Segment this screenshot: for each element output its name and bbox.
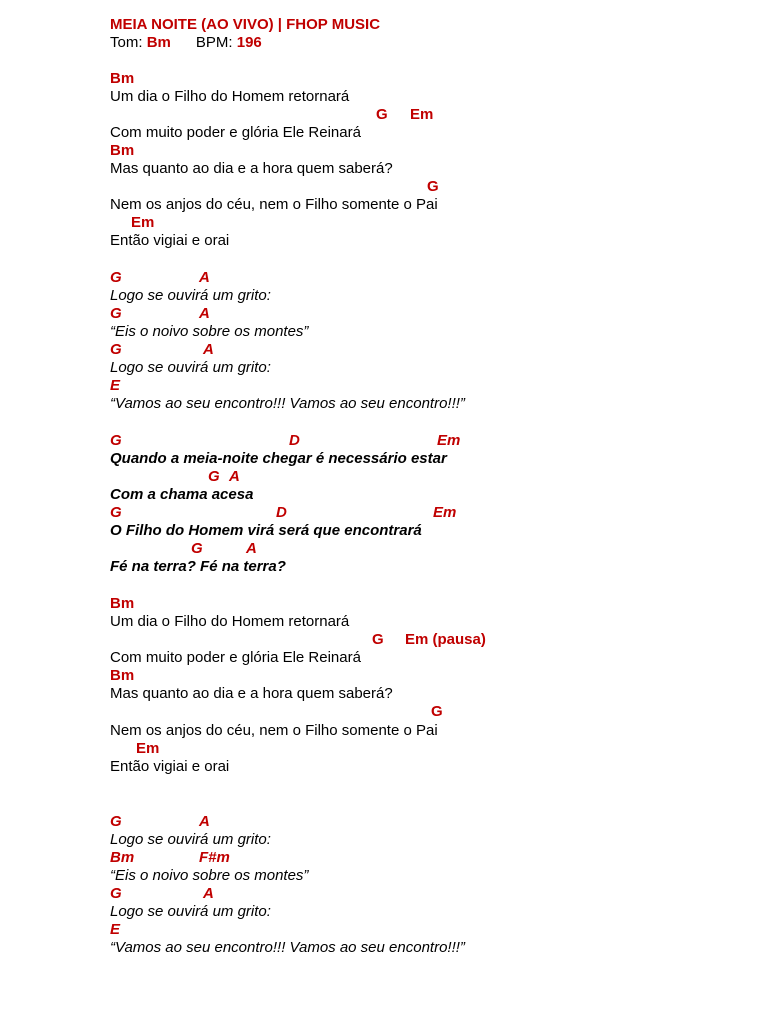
lyric-line: Nem os anjos do céu, nem o Filho somente o Pai — [110, 722, 438, 739]
chord-line — [0, 178, 768, 196]
chord: A — [203, 341, 214, 358]
chord-line — [0, 341, 768, 359]
chord: Bm — [110, 667, 135, 684]
chord: G — [191, 540, 203, 557]
chord-line — [0, 921, 768, 939]
chord: Bm — [110, 70, 135, 87]
lyric-line: Logo se ouvirá um grito: — [110, 903, 271, 920]
chord: G — [110, 885, 122, 902]
chord: Em — [410, 106, 434, 123]
bpm-value: 196 — [236, 34, 262, 51]
chord: Bm — [110, 849, 135, 866]
lyric-line: Com muito poder e glória Ele Reinará — [110, 649, 361, 666]
lyric-line: Então vigiai e orai — [110, 232, 230, 249]
chord: Em (pausa) — [405, 631, 486, 648]
lyric-line: “Vamos ao seu encontro!!! Vamos ao seu encontro!!!” — [110, 939, 465, 956]
chord: G — [110, 269, 122, 286]
tom-value: Bm — [146, 34, 171, 51]
chord: Em — [437, 432, 461, 449]
chord: A — [246, 540, 257, 557]
lyric-line: Logo se ouvirá um grito: — [110, 287, 271, 304]
chord: A — [203, 885, 214, 902]
chord: Bm — [110, 595, 135, 612]
chord-line — [0, 377, 768, 395]
chord: Bm — [110, 142, 135, 159]
chord-line — [0, 885, 768, 903]
lyric-line: Logo se ouvirá um grito: — [110, 831, 271, 848]
chord-line — [0, 305, 768, 323]
chord-line — [0, 703, 768, 721]
lyric-line: “Eis o noivo sobre os montes” — [110, 867, 309, 884]
lyric-line: O Filho do Homem virá será que encontrará — [110, 522, 422, 539]
chord-line — [0, 214, 768, 232]
lyric-line: Nem os anjos do céu, nem o Filho somente o Pai — [110, 196, 438, 213]
chord: G — [110, 432, 122, 449]
chord-line — [0, 106, 768, 124]
chord-line — [0, 142, 768, 160]
key-bpm-line — [110, 34, 262, 52]
chord: E — [110, 377, 121, 394]
chord: G — [110, 504, 122, 521]
chord: A — [199, 269, 210, 286]
chord: G — [110, 813, 122, 830]
chord: G — [208, 468, 220, 485]
lyric-line: Quando a meia-noite chegar é necessário estar — [110, 450, 447, 467]
chord-line — [0, 504, 768, 522]
lyric-line: Um dia o Filho do Homem retornará — [110, 88, 350, 105]
chord-line — [0, 432, 768, 450]
chord: G — [376, 106, 388, 123]
chord-line — [0, 468, 768, 486]
chord: A — [229, 468, 240, 485]
chord-line — [0, 595, 768, 613]
tom-label: Tom: — [110, 34, 143, 51]
chord-line — [0, 849, 768, 867]
lyric-line: Então vigiai e orai — [110, 758, 230, 775]
chord-line — [0, 540, 768, 558]
lyric-line: Com a chama acesa — [110, 486, 254, 503]
chord: Em — [136, 740, 160, 757]
lyric-line: Com muito poder e glória Ele Reinará — [110, 124, 361, 141]
song-title: MEIA NOITE (AO VIVO) | FHOP MUSIC — [110, 16, 381, 33]
lyric-line: “Vamos ao seu encontro!!! Vamos ao seu encontro!!!” — [110, 395, 465, 412]
chord: G — [110, 305, 122, 322]
chord: E — [110, 921, 121, 938]
lyric-line: Mas quanto ao dia e a hora quem saberá? — [110, 685, 393, 702]
chord: Em — [433, 504, 457, 521]
chord: Em — [131, 214, 155, 231]
chord: A — [199, 813, 210, 830]
chord: G — [427, 178, 439, 195]
bpm-label: BPM: — [195, 34, 233, 51]
lyric-line: “Eis o noivo sobre os montes” — [110, 323, 309, 340]
lyric-line: Mas quanto ao dia e a hora quem saberá? — [110, 160, 393, 177]
chord: G — [431, 703, 443, 720]
lyric-line: Fé na terra? Fé na terra? — [110, 558, 286, 575]
chord: D — [289, 432, 300, 449]
lyric-line: Um dia o Filho do Homem retornará — [110, 613, 350, 630]
chord-line — [0, 631, 768, 649]
chord-line — [0, 269, 768, 287]
chord-line — [0, 70, 768, 88]
chord-line — [0, 667, 768, 685]
chord: G — [110, 341, 122, 358]
chord: A — [199, 305, 210, 322]
chord: G — [372, 631, 384, 648]
chord: F#m — [199, 849, 230, 866]
lyric-line: Logo se ouvirá um grito: — [110, 359, 271, 376]
chord: D — [276, 504, 287, 521]
chord-line — [0, 813, 768, 831]
chord-line — [0, 740, 768, 758]
